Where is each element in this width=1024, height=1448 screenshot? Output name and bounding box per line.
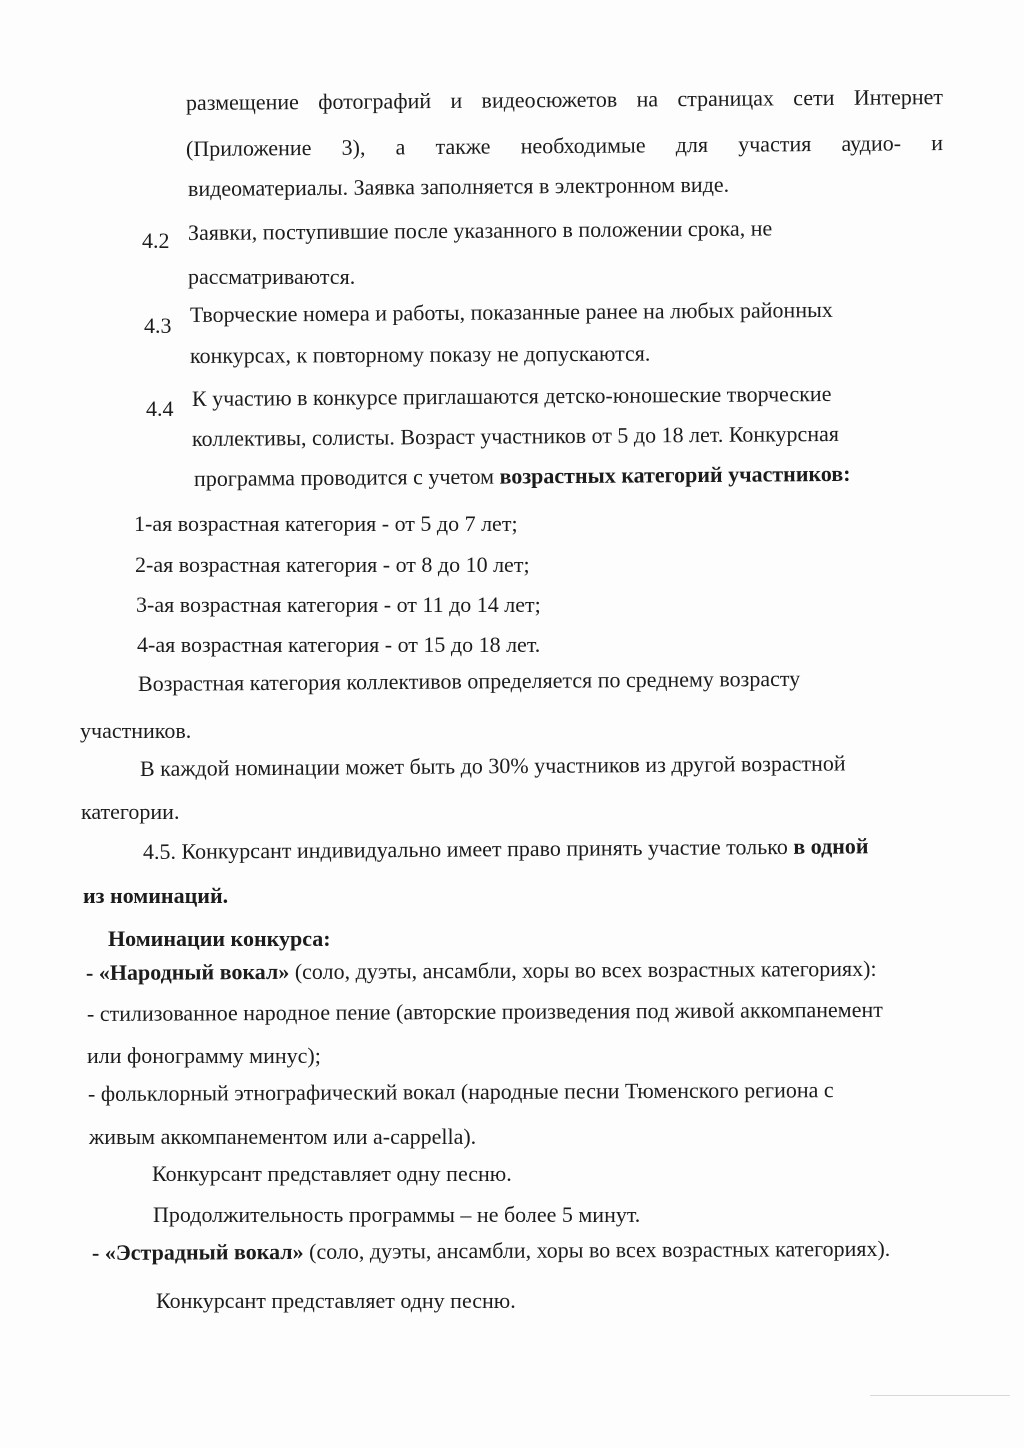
age-category-para-text-1: Возрастная категория коллективов определяется по среднему возрасту [137, 665, 801, 696]
item-4-2-text-2: рассматриваются. [188, 264, 356, 289]
nominations-heading [108, 928, 331, 950]
age-category-2 [135, 554, 530, 576]
justified-word: участия [738, 131, 812, 157]
item-4-3-line-1 [189, 296, 833, 327]
nominations-heading-text: Номинации конкурса: [108, 926, 331, 951]
item-number-4-3: 4.3 [144, 313, 172, 338]
item-4-4-line-3 [193, 460, 851, 491]
intro-line-2 [186, 132, 943, 160]
justified-word: на [636, 86, 659, 112]
folk-vocal-duration [153, 1204, 640, 1226]
item-4-4-text-2: коллективы, солисты. Возраст участников от 5 до 18 лет. Конкурсная [191, 420, 840, 451]
intro-text-3: видеоматериалы. Заявка заполняется в электронном виде. [187, 171, 730, 201]
folk-vocal-folklore-line-2 [89, 1126, 476, 1148]
justified-word: страницах [677, 85, 775, 112]
justified-word: и [931, 130, 944, 156]
item-4-4-text-1: К участию в конкурсе приглашаются детско-юношеские творческие [191, 380, 832, 411]
age-category-3-text: 3-ая возрастная категория - от 11 до 14 лет; [136, 592, 541, 617]
folk-vocal-duration-text: Продолжительность программы – не более 5 минут. [153, 1202, 641, 1227]
pop-vocal-one-song-text: Конкурсант представляет одну песню. [156, 1288, 516, 1313]
item-4-5-line-2 [83, 885, 228, 907]
justified-word: (Приложение [185, 135, 312, 161]
age-category-2-text: 2-ая возрастная категория - от 8 до 10 лет; [135, 552, 530, 577]
folk-vocal-title [85, 955, 877, 985]
age-category-3 [136, 594, 541, 616]
item-4-5-bold-1: в одной [793, 833, 869, 859]
item-number-4-2: 4.2 [142, 228, 170, 253]
age-category-4 [137, 634, 540, 656]
item-4-4-line-2 [191, 420, 840, 451]
item-4-4-text-3: программа проводится с учетом [193, 463, 495, 491]
item-4-3-line-2 [189, 340, 651, 368]
nomination-share-line-2 [81, 801, 179, 823]
age-categories-heading: возрастных категорий участников: [499, 460, 851, 489]
nomination-share-line-1 [140, 752, 846, 780]
item-4-4-line-1 [191, 380, 832, 411]
justified-word: видеосюжетов [481, 86, 618, 113]
age-category-1 [134, 513, 518, 535]
pop-vocal-title-rest: (соло, дуэты, ансамбли, хоры во всех возрастных категориях). [309, 1235, 891, 1264]
folk-vocal-folklore-line-1 [88, 1079, 834, 1105]
nomination-share-text-1: В каждой номинации может быть до 30% участников из другой возрастной [139, 750, 846, 781]
folk-vocal-title-rest: (соло, дуэты, ансамбли, хоры во всех возрастных категориях): [294, 955, 877, 984]
justified-word: сети [793, 84, 835, 111]
justified-word: также [435, 133, 491, 160]
justified-word: необходимые [520, 132, 646, 159]
item-4-3-text-1: Творческие номера и работы, показанные ранее на любых районных [189, 296, 833, 327]
folk-vocal-stylized-text-2: или фонограмму минус); [87, 1043, 321, 1068]
item-4-2-line-1 [188, 217, 772, 244]
age-category-4-text: 4-ая возрастная категория - от 15 до 18 лет. [137, 632, 541, 657]
age-category-para-text-2: участников. [80, 718, 192, 743]
item-4-5-bold-2: из номинаций. [83, 883, 229, 908]
folk-vocal-stylized-line-2 [87, 1045, 321, 1067]
item-4-5-text-1: 4.5. Конкурсант индивидуально имеет право принять участие только [142, 833, 788, 864]
nomination-share-text-2: категории. [81, 799, 180, 824]
pop-vocal-title [91, 1235, 891, 1265]
item-4-3-text-2: конкурсах, к повторному показу не допускаются. [189, 340, 651, 368]
justified-word: Интернет [853, 84, 944, 110]
folk-vocal-one-song-text: Конкурсант представляет одну песню. [152, 1161, 512, 1186]
folk-vocal-stylized-text-1: - стилизованное народное пение (авторские произведения под живой аккомпанемент [86, 996, 883, 1026]
age-category-para-line-1 [137, 665, 801, 696]
item-4-2-line-2 [188, 266, 355, 288]
item-4-5-line-1 [143, 835, 869, 863]
age-category-para-line-2 [80, 720, 191, 742]
justified-word: а [395, 134, 406, 160]
folk-vocal-folklore-text-1: - фольклорный этнографический вокал (народные песни Тюменского региона с [87, 1077, 834, 1106]
pop-vocal-one-song [156, 1290, 516, 1312]
justified-word: для [675, 131, 709, 158]
folk-vocal-folklore-text-2: живым аккомпанементом или a-cappella). [89, 1124, 477, 1149]
justified-word: и [450, 87, 463, 113]
intro-line-3 [187, 171, 730, 201]
item-4-2-text-1: Заявки, поступившие после указанного в положении срока, не [187, 215, 773, 245]
justified-word: аудио- [841, 130, 902, 156]
folk-vocal-one-song [152, 1163, 512, 1185]
scan-edge-mark [870, 1395, 1010, 1396]
item-number-4-4: 4.4 [146, 396, 174, 421]
pop-vocal-title-bold: - «Эстрадный вокал» [91, 1238, 304, 1265]
intro-line-1 [186, 86, 943, 114]
justified-word: 3), [341, 134, 366, 160]
folk-vocal-title-bold: - «Народный вокал» [85, 958, 290, 985]
justified-word: размещение [185, 89, 299, 115]
age-category-1-text: 1-ая возрастная категория - от 5 до 7 лет; [134, 511, 518, 536]
folk-vocal-stylized-line-1 [86, 996, 883, 1026]
justified-word: фотографий [318, 88, 432, 114]
